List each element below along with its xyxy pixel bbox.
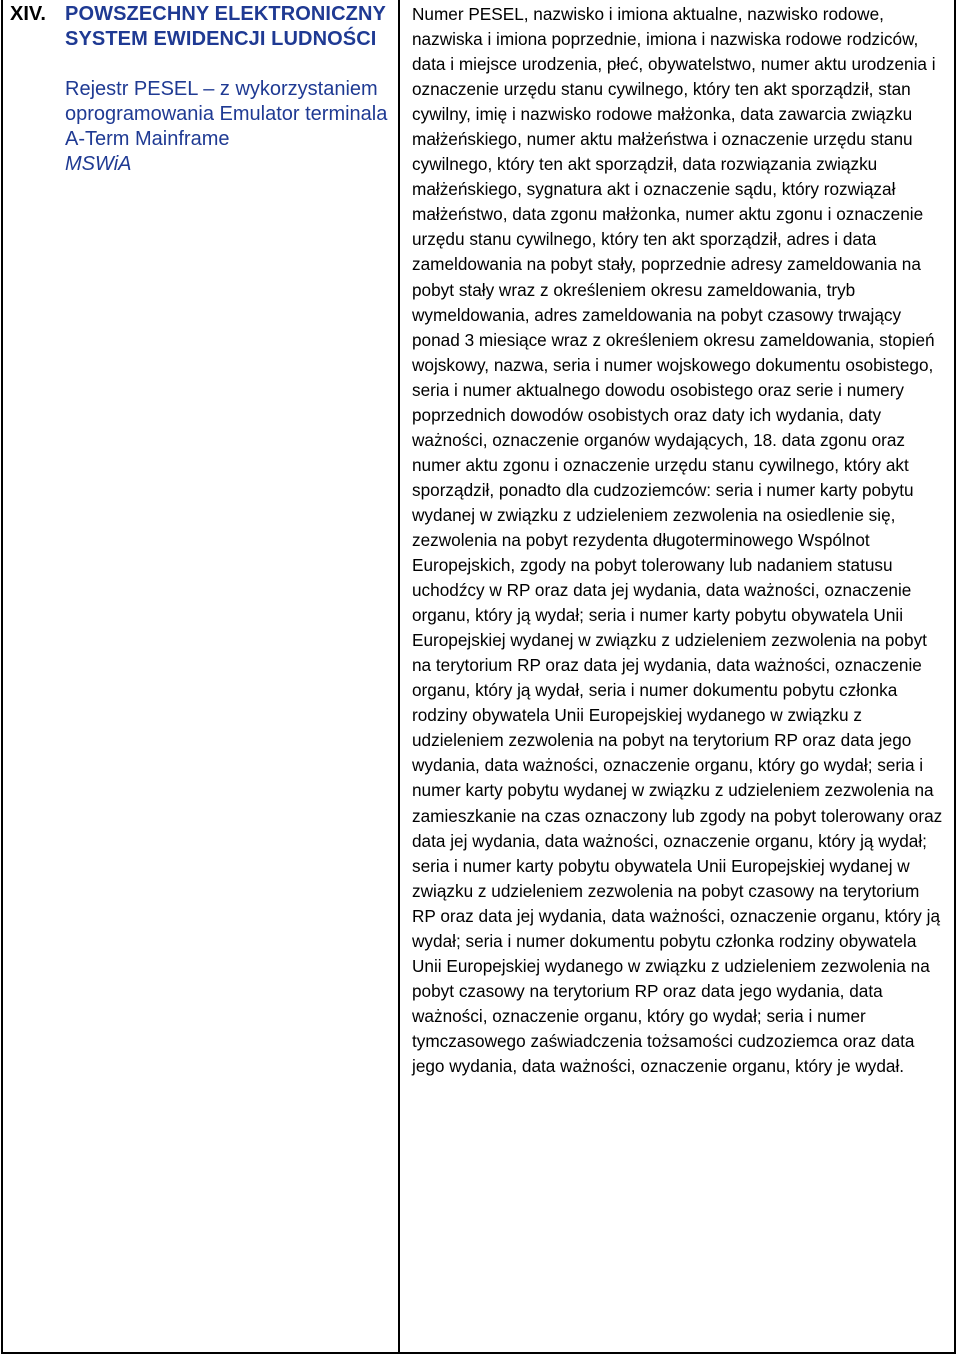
registry-block	[65, 77, 390, 177]
section-title: POWSZECHNY ELEKTRONICZNY SYSTEM EWIDENCJI LUDNOŚCI	[65, 3, 386, 50]
registry-owner: MSWiA	[65, 153, 132, 175]
section-number: XIV.	[10, 3, 46, 25]
section-heading	[10, 2, 390, 52]
registry-name: Rejestr PESEL – z wykorzystaniem oprogramowania Emulator terminala A-Term Mainframe	[65, 78, 388, 150]
registry-table	[1, 0, 956, 1354]
data-scope-cell	[400, 0, 954, 1352]
data-scope-text: Numer PESEL, nazwisko i imiona aktualne, nazwisko rodowe, nazwiska i imiona poprzednie, imiona i nazwiska rodowe rodziców, data i miejsce urodzenia, płeć, obywatelstwo, numer aktu urodzenia i oznaczenie urzędu stanu cywilnego, który ten akt sporządził, stan cywilny, imię i nazwisko rodowe małżonka, data zawarcia związku małżeńskiego, numer aktu małżeństwa i oznaczenie urzędu stanu cywilnego, który ten akt sporządził, data rozwiązania związku małżeńskiego, sygnatura akt i oznaczenie sądu, który rozwiązał małżeństwo, data zgonu małżonka, numer aktu zgonu i oznaczenie urzędu stanu cywilnego, który ten akt sporządził, adres i data zameldowania na pobyt stały, poprzednie adresy zameldowania na pobyt stały wraz z określeniem okresu zameldowania, tryb wymeldowania, adres zameldowania na pobyt czasowy trwający ponad 3 miesiące wraz z określeniem okresu zameldowania, stopień wojskowy, nazwa, seria i numer wojskowego dokumentu osobistego, seria i numer aktualnego dowodu osobistego oraz serie i numery poprzednich dowodów osobistych oraz daty ich wydania, daty ważności, oznaczenie organów wydających, 18. data zgonu oraz numer aktu zgonu i oznaczenie urzędu stanu cywilnego, który akt sporządził, ponadto dla cudzoziemców: seria i numer karty pobytu wydanej w związku z udzieleniem zezwolenia na osiedlenie się, zezwolenia na pobyt rezydenta długoterminowego Wspólnot Europejskich, zgody na pobyt tolerowany lub nadaniem statusu uchodźcy w RP oraz data jej wydania, data ważności, oznaczenie organu, który ją wydał; seria i numer karty pobytu obywatela Unii Europejskiej wydanej w związku z udzieleniem zezwolenia na pobyt na terytorium RP oraz data jej wydania, data ważności, oznaczenie organu, który ją wydał, seria i numer dokumentu pobytu członka rodziny obywatela Unii Europejskiej wydanego w związku z udzieleniem zezwolenia na pobyt na terytorium RP oraz data jego wydania, data ważności, oznaczenie organu, który go wydał; seria i numer karty pobytu wydanej w związku z udzieleniem zezwolenia na zamieszkanie na czas oznaczony lub zgody na pobyt tolerowany oraz data jej wydania, data ważności, oznaczenie organu, który ją wydał; seria i numer karty pobytu obywatela Unii Europejskiej wydanej w związku z udzieleniem zezwolenia na pobyt czasowy na terytorium RP oraz data jej wydania, data ważności, oznaczenie organu, który ją wydał; seria i numer dokumentu pobytu członka rodziny obywatela Unii Europejskiej wydanego w związku z udzieleniem zezwolenia na pobyt czasowy na terytorium RP oraz data jego wydania, data ważności, oznaczenie organu, który go wydał; seria i numer tymczasowego zaświadczenia tożsamości cudzoziemca oraz data jego wydania, data ważności, oznaczenie organu, który je wydał.	[412, 4, 943, 1076]
registry-info-cell	[3, 0, 400, 1352]
